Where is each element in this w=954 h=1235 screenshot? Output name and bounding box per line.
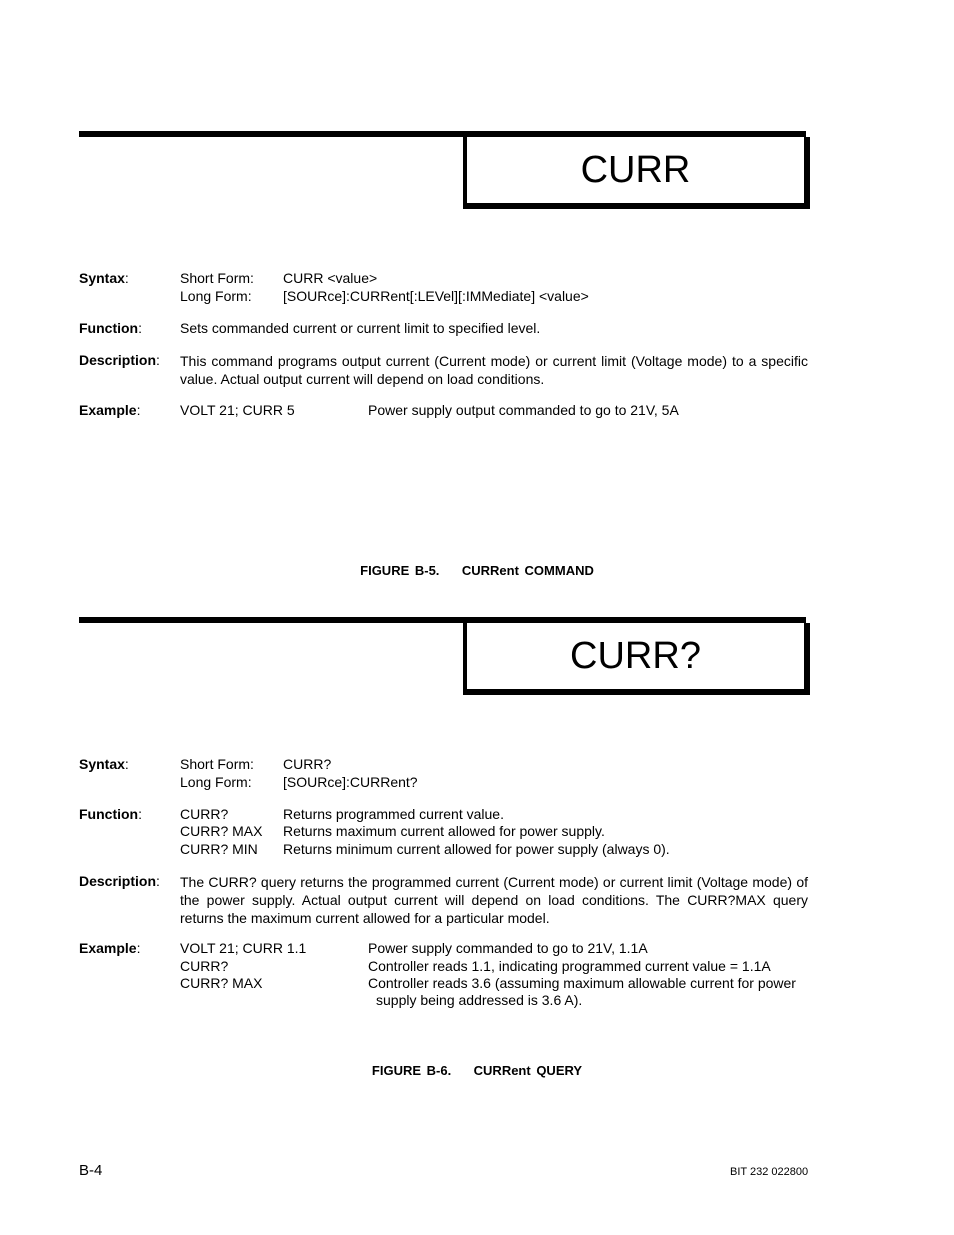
figure-b5-caption: FIGURE B-5. CURRent COMMAND <box>360 563 594 578</box>
section2-function-text: Returns minimum current allowed for power supply (always 0). <box>283 841 670 857</box>
document-code: BIT 232 022800 <box>730 1166 809 1178</box>
section2-example-continuation: supply being addressed is 3.6 A). <box>376 992 583 1008</box>
section2-title-box <box>463 623 810 695</box>
section2-function-label: Function: <box>79 806 142 822</box>
section1-short-form: CURR <value> <box>283 270 378 286</box>
section1-title-box <box>463 137 810 209</box>
section1-description-text: This command programs output current (Current mode) or current limit (Voltage mode) to a specific value. Actual output current will depend on load conditions. <box>180 353 808 387</box>
section1-function-text: Sets commanded current or current limit to specified level. <box>180 320 541 336</box>
section2-function-text: Returns programmed current value. <box>283 806 504 822</box>
section2-example-cmd: CURR? <box>180 958 229 974</box>
section1-title: CURR <box>580 149 691 191</box>
section2-function-cmd: CURR? MIN <box>180 841 258 857</box>
section2-syntax-label: Syntax: <box>79 756 129 772</box>
section1-function-label: Function: <box>79 320 142 336</box>
section2-example-text: Controller reads 3.6 (assuming maximum allowable current for power <box>368 975 796 991</box>
section2-description-text: The CURR? query returns the programmed current (Current mode) or current limit (Voltage mode) of the power supply. Actual output current will depend on load conditions. The CURR?MAX query returns the maximum current allowed for a particular model. <box>180 874 808 926</box>
section1-example-cmd: VOLT 21; CURR 5 <box>180 402 295 418</box>
section1-example-result: Power supply output commanded to go to 21V, 5A <box>368 402 679 418</box>
section2-long-form: [SOURce]:CURRent? <box>283 774 418 790</box>
section1-short-form-label: Short Form: <box>180 270 254 286</box>
section2-function-cmd: CURR? MAX <box>180 823 263 839</box>
section2-title: CURR? <box>570 635 701 677</box>
section2-example-label: Example: <box>79 940 141 956</box>
section1-long-form-label: Long Form: <box>180 288 252 304</box>
section2-short-form-label: Short Form: <box>180 756 254 772</box>
section2-description-label: Description: <box>79 873 160 889</box>
section2-function-cmd: CURR? <box>180 806 229 822</box>
section2-short-form: CURR? <box>283 756 332 772</box>
section2-example-cmd: VOLT 21; CURR 1.1 <box>180 940 307 956</box>
section1-long-form: [SOURce]:CURRent[:LEVel][:IMMediate] <value> <box>283 288 589 304</box>
section1-example-label: Example: <box>79 402 141 418</box>
section2-long-form-label: Long Form: <box>180 774 252 790</box>
section2-example-cmd: CURR? MAX <box>180 975 263 991</box>
figure-b6-caption: FIGURE B-6. CURRent QUERY <box>371 1063 583 1078</box>
page-number: B-4 <box>79 1162 103 1179</box>
section2-example-text: Controller reads 1.1, indicating programmed current value = 1.1A <box>368 958 771 974</box>
section2-function-text: Returns maximum current allowed for power supply. <box>283 823 605 839</box>
section1-description-label: Description: <box>79 352 160 368</box>
section2-example-text: Power supply commanded to go to 21V, 1.1A <box>368 940 648 956</box>
section1-syntax-label: Syntax: <box>79 270 129 286</box>
